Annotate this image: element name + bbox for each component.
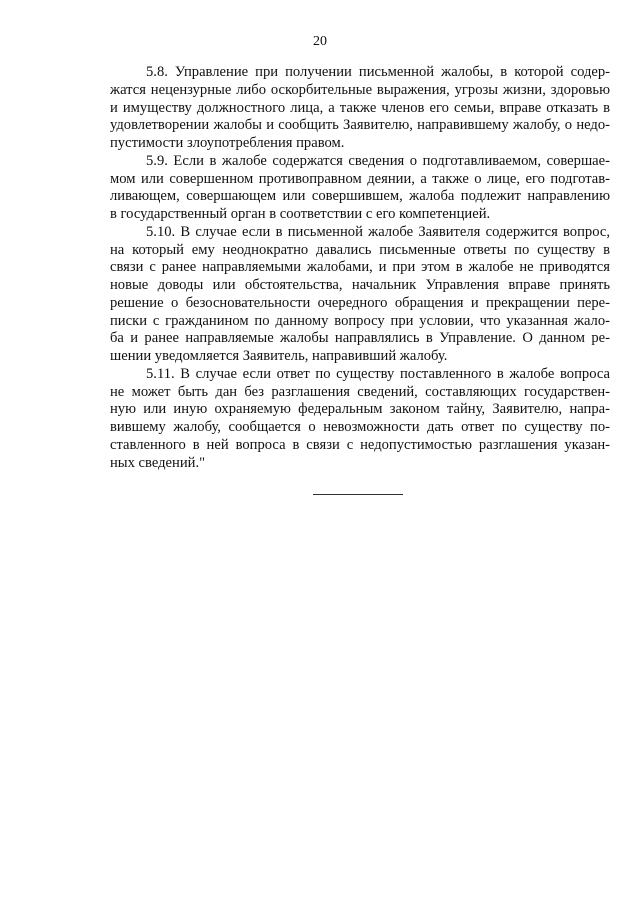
text-line: в государственный орган в соответствии с его компетенцией.: [110, 206, 491, 222]
paragraph-5-9: [110, 153, 610, 224]
text-line: удовлетворении жалобы и сообщить Заявителю, направившему жалобу, о недо-: [110, 117, 610, 134]
text-line: связи с ранее направляемыми жалобами, и при этом в жалобе не приводятся: [110, 259, 610, 276]
text-line: ную или иную охраняемую федеральным законом тайну, Заявителю, напра-: [110, 401, 610, 418]
paragraph-5-10: [110, 224, 610, 366]
text-line: 5.10. В случае если в письменной жалобе Заявителя содержится вопрос,: [146, 223, 610, 240]
text-line: 5.8. Управление при получении письменной жалобы, в которой содер-: [146, 64, 610, 80]
text-line: ставленного в ней вопроса в связи с недопустимостью разглашения указан-: [110, 436, 610, 453]
paragraph-5-8: [110, 64, 610, 153]
text-line: ных сведений.": [110, 454, 206, 471]
text-line: не может быть дан без разглашения сведений, составляющих государствен-: [110, 383, 610, 400]
text-line: 5.9. Если в жалобе содержатся сведения о подготавливаемом, совершае-: [146, 152, 610, 169]
text-line: 5.11. В случае если ответ по существу поставленного в жалобе вопроса: [146, 365, 610, 382]
page-number: 20: [313, 34, 327, 49]
text-line: новые доводы или обстоятельства, начальник Управления вправе принять: [110, 277, 610, 293]
text-line: шении уведомляется Заявитель, направивший жалобу.: [110, 348, 448, 364]
text-line: вившему жалобу, сообщается о невозможности дать ответ по существу по-: [110, 419, 610, 435]
document-body: [110, 64, 610, 472]
text-line: мом или совершенном противоправном деянии, а также о лице, его подготав-: [110, 170, 610, 187]
paragraph-5-11: [110, 366, 610, 473]
text-line: жатся нецензурные либо оскорбительные выражения, угрозы жизни, здоровью: [110, 81, 610, 98]
text-line: решение о безосновательности очередного обращения и прекращении пере-: [110, 294, 610, 311]
text-line: ба и ранее направляемые жалобы направлялись в Управление. О данном ре-: [110, 330, 610, 347]
text-line: ливающем, совершающем или совершившем, жалоба подлежит направлению: [110, 188, 610, 205]
text-line: пустимости злоупотребления правом.: [110, 135, 345, 151]
text-line: и имуществу должностного лица, а также членов его семьи, вправе отказать в: [110, 99, 610, 116]
text-line: писки с гражданином по данному вопросу при условии, что указанная жало-: [110, 312, 610, 329]
end-divider: [313, 494, 403, 495]
text-line: на который ему неоднократно давались письменные ответы по существу в: [110, 241, 610, 258]
